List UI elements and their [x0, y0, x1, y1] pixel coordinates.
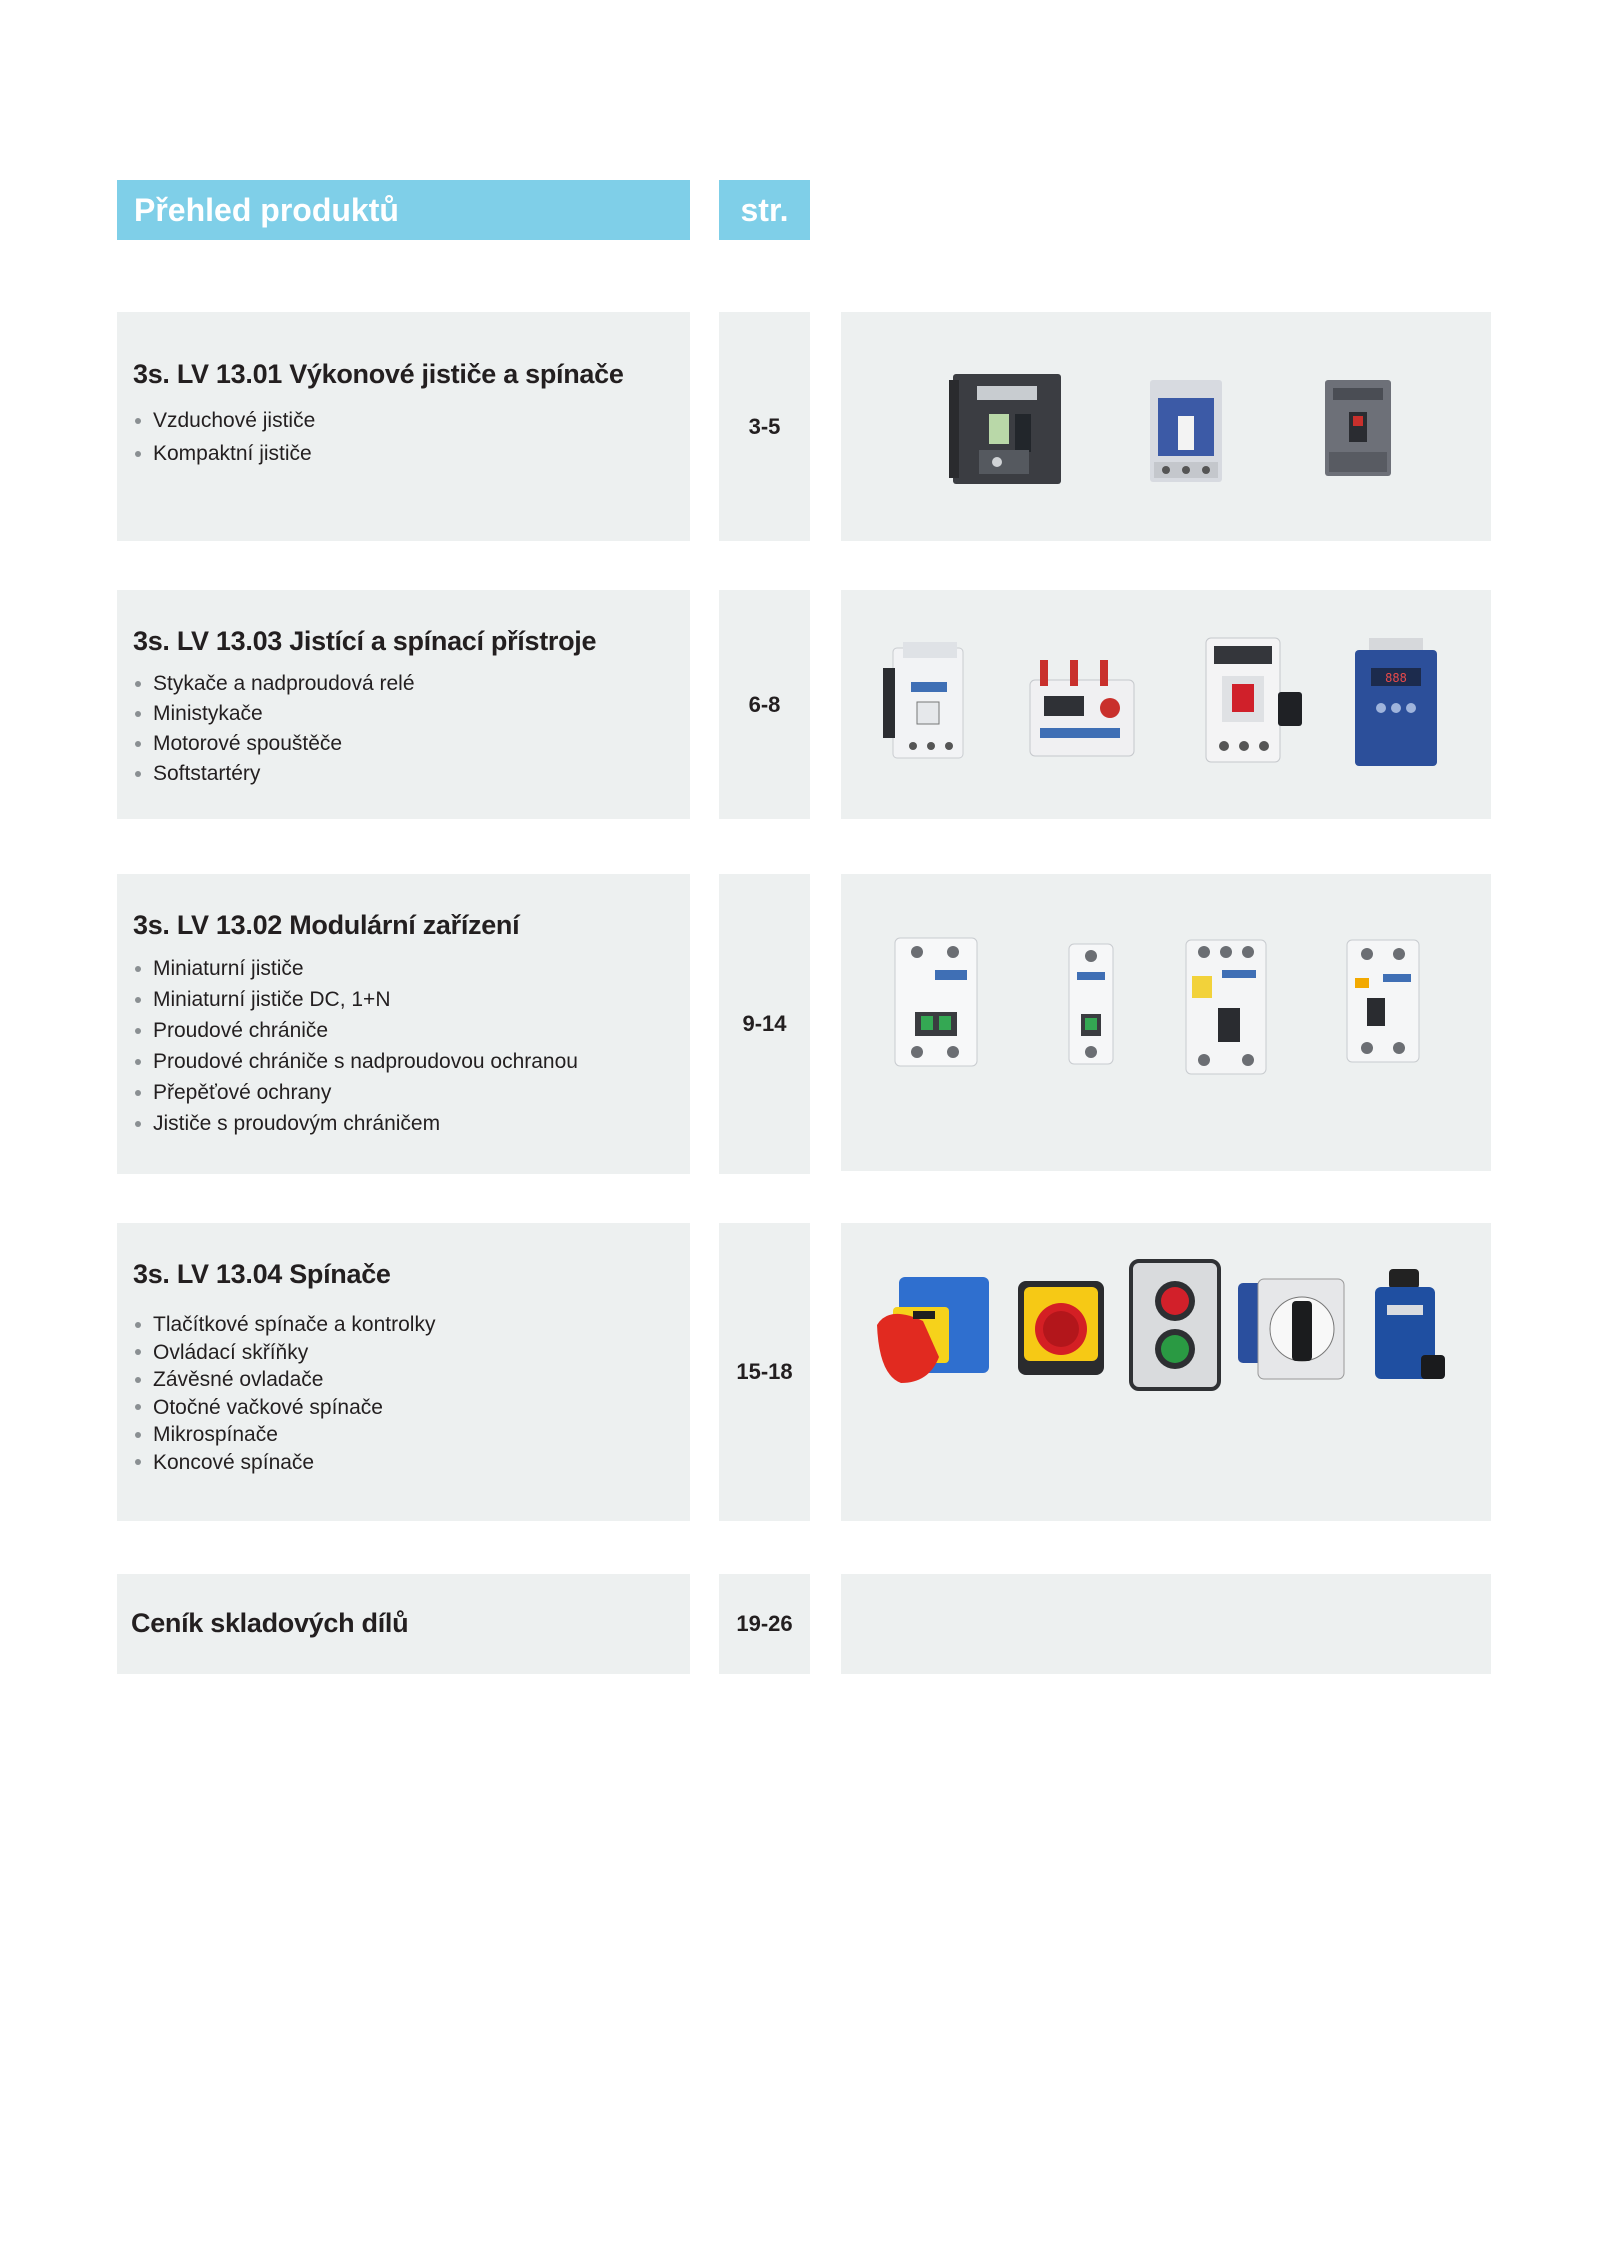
page-title — [117, 180, 690, 240]
section-title: 3s. LV 13.02 Modulární zařízení — [133, 910, 520, 940]
list-item: Tlačítkové spínače a kontrolky — [133, 1311, 435, 1339]
page-range: 9-14 — [742, 1011, 787, 1036]
list-item: Jističe s proudovým chráničem — [133, 1108, 578, 1139]
svg-text:888: 888 — [1385, 671, 1407, 685]
section-2-image-panel — [841, 590, 1491, 819]
section-title: 3s. LV 13.03 Jistící a spínací přístroje — [133, 626, 597, 656]
section-1-page-ref — [719, 312, 810, 541]
section-item-list — [133, 953, 578, 1139]
section-item-list — [133, 404, 315, 470]
section-5-image-panel — [841, 1574, 1491, 1674]
rcd-icon — [1182, 936, 1270, 1078]
mcb-2pole-icon — [891, 934, 981, 1070]
section-1-image-panel — [841, 312, 1491, 541]
motor-starter-icon — [1202, 632, 1306, 768]
page-range: 15-18 — [736, 1359, 793, 1384]
section-4-page-ref — [719, 1223, 810, 1521]
section-3-page-ref — [719, 874, 810, 1174]
cam-switch-icon — [1236, 1273, 1352, 1383]
list-item: Koncové spínače — [133, 1449, 435, 1477]
list-item: Přepěťové ochrany — [133, 1077, 578, 1108]
emergency-stop-box-icon — [1014, 1277, 1108, 1379]
list-item: Závěsné ovladače — [133, 1366, 435, 1394]
molded-case-breaker-icon — [1148, 378, 1224, 484]
list-item: Stykače a nadproudová relé — [133, 669, 415, 699]
list-item: Softstartéry — [133, 759, 415, 789]
section-3-text-panel — [117, 874, 690, 1174]
section-item-list — [133, 1311, 435, 1476]
push-button-box-icon — [1127, 1257, 1223, 1393]
section-item-list — [133, 669, 415, 789]
section-4-image-panel — [841, 1223, 1491, 1521]
list-item: Otočné vačkové spínače — [133, 1394, 435, 1422]
page-range: 3-5 — [748, 413, 781, 439]
section-5-text-panel — [117, 1574, 690, 1674]
section-4-text-panel — [117, 1223, 690, 1521]
list-item: Kompaktní jističe — [133, 437, 315, 470]
section-1-text-panel — [117, 312, 690, 541]
thermal-overload-relay-icon — [1024, 656, 1140, 762]
softstarter-icon — [1351, 638, 1441, 768]
list-item: Motorové spouštěče — [133, 729, 415, 759]
page-column-header-text: str. — [740, 191, 789, 228]
page-range: 6-8 — [748, 691, 781, 717]
page-range: 19-26 — [736, 1611, 793, 1636]
air-circuit-breaker-icon — [949, 370, 1065, 488]
section-title: 3s. LV 13.01 Výkonové jističe a spínače — [133, 359, 624, 389]
section-2-page-ref — [719, 590, 810, 819]
section-2-text-panel — [117, 590, 690, 819]
list-item: Miniaturní jističe — [133, 953, 578, 984]
list-item: Vzduchové jističe — [133, 404, 315, 437]
molded-case-breaker-grey-icon — [1323, 378, 1393, 478]
list-item: Proudové chrániče — [133, 1015, 578, 1046]
section-title: Ceník skladových dílů — [131, 1608, 409, 1638]
page-title-text: Přehled produktů — [134, 191, 399, 228]
list-item: Ovládací skříňky — [133, 1339, 435, 1367]
list-item: Ministykače — [133, 699, 415, 729]
section-5-page-ref — [719, 1574, 810, 1674]
page-column-header — [719, 180, 810, 240]
section-3-image-panel — [841, 874, 1491, 1171]
list-item: Mikrospínače — [133, 1421, 435, 1449]
list-item: Miniaturní jističe DC, 1+N — [133, 984, 578, 1015]
rcbo-icon — [1343, 936, 1423, 1066]
rotary-isolator-icon — [869, 1271, 995, 1389]
mcb-1pole-icon — [1063, 940, 1119, 1068]
list-item: Proudové chrániče s nadproudovou ochranou — [133, 1046, 578, 1077]
section-title: 3s. LV 13.04 Spínače — [133, 1259, 391, 1289]
limit-switch-icon — [1369, 1265, 1455, 1395]
contactor-icon — [883, 638, 973, 764]
